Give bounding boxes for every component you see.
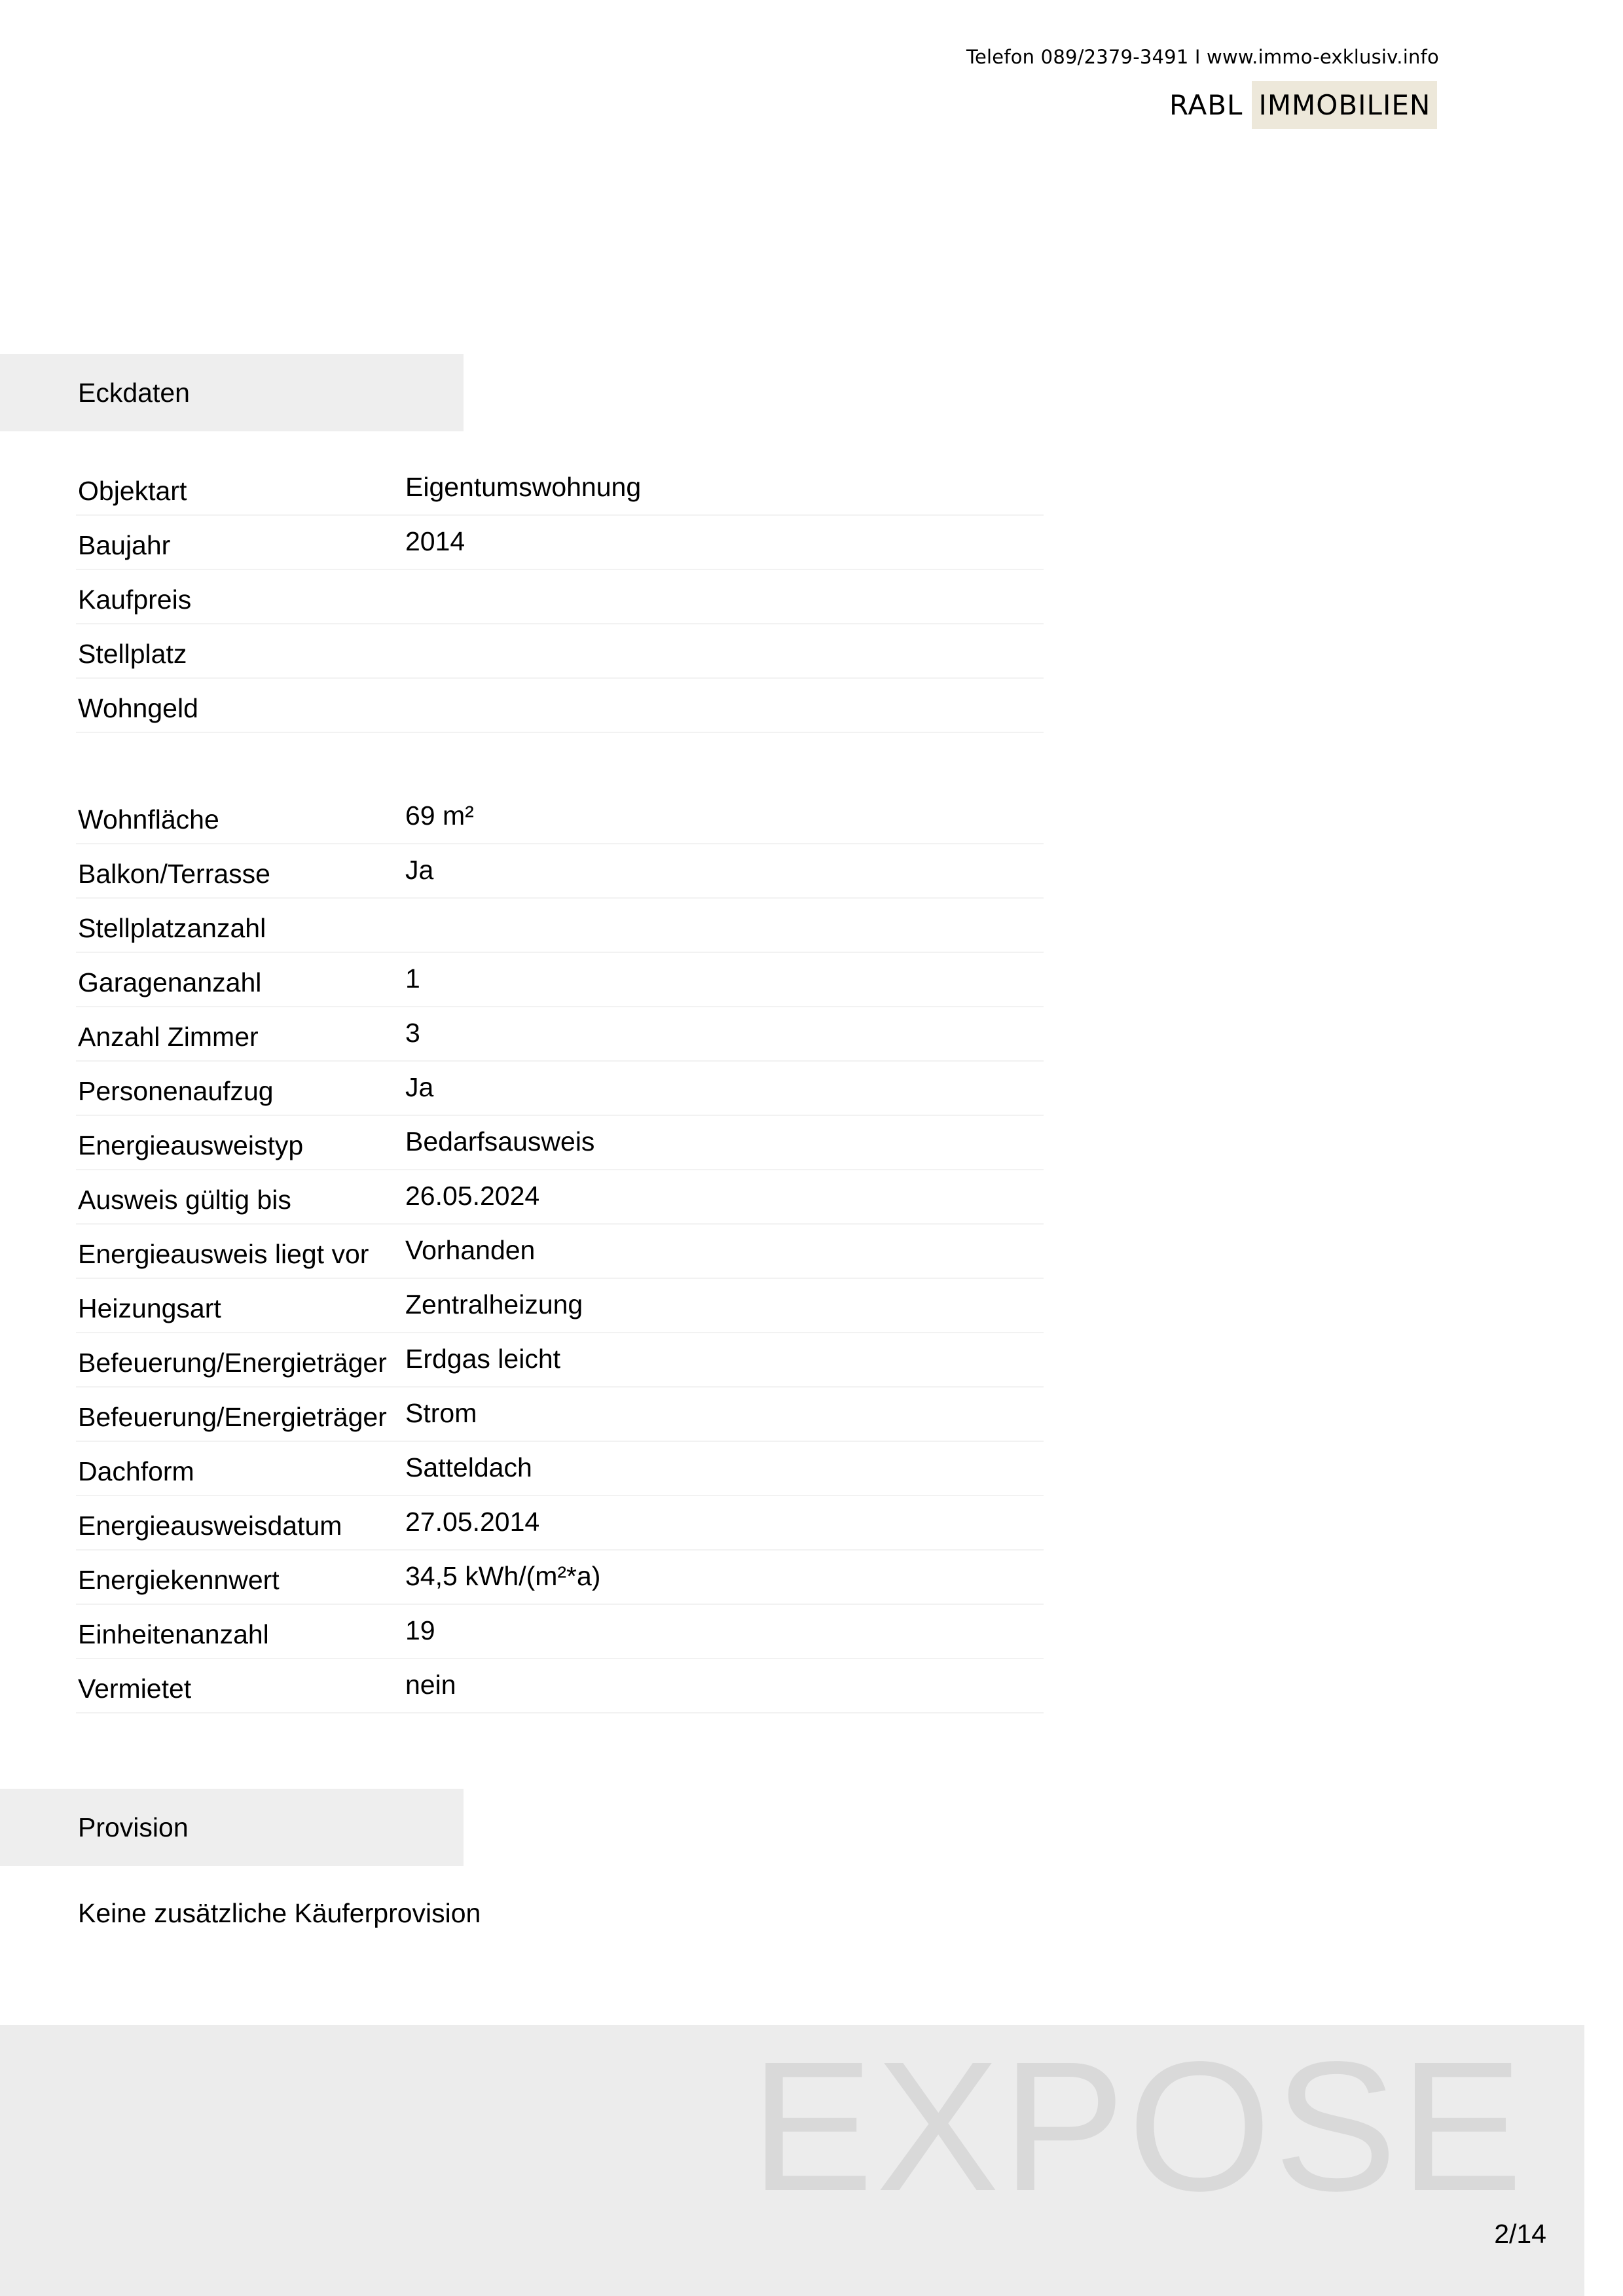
row-label: Befeuerung/Energieträger [78,1402,387,1432]
row-value: Ja [405,1072,434,1102]
footer [0,2025,1584,2296]
table-row [76,1496,1044,1551]
table-row [76,1388,1044,1442]
row-value: 19 [405,1615,435,1645]
row-label: Balkon/Terrasse [78,859,270,889]
row-value: 3 [405,1018,420,1048]
row-label: Energieausweisdatum [78,1511,342,1541]
table-row [76,790,1044,844]
eckdaten-table-1 [76,461,1044,733]
row-label: Wohnfläche [78,804,219,834]
table-row [76,1225,1044,1279]
row-label: Stellplatzanzahl [78,913,266,943]
table-row [76,1007,1044,1062]
row-value: 34,5 kWh/(m²*a) [405,1561,601,1591]
row-value: Satteldach [405,1452,532,1482]
logo-text-rabl: RABL [1169,88,1243,121]
row-label: Garagenanzahl [78,967,262,997]
page-number: 2/14 [1494,2219,1546,2249]
row-value: Eigentumswohnung [405,472,642,502]
row-value: Erdgas leicht [405,1344,561,1374]
row-label: Ausweis gültig bis [78,1185,291,1215]
row-label: Objektart [78,476,187,506]
table-row [76,953,1044,1007]
eckdaten-table-2 [76,790,1044,1713]
table-row [76,461,1044,516]
header-contact: Telefon 089/2379-3491 I www.immo-exklusiv.info [966,46,1439,68]
row-label: Heizungsart [78,1293,221,1323]
row-label: Personenaufzug [78,1076,274,1106]
row-label: Energieausweistyp [78,1130,304,1160]
row-label: Wohngeld [78,693,198,723]
row-value: nein [405,1670,456,1700]
row-value: 26.05.2024 [405,1181,540,1211]
table-row [76,1551,1044,1605]
row-value: 2014 [405,526,465,556]
table-row [76,1170,1044,1225]
row-value: Zentralheizung [405,1289,583,1319]
row-label: Befeuerung/Energieträger [78,1348,387,1378]
table-row [76,844,1044,899]
row-label: Anzahl Zimmer [78,1022,259,1052]
section-title: Eckdaten [78,377,190,408]
table-row [76,516,1044,570]
expose-watermark: EXPOSE [750,2023,1525,2229]
row-value: Strom [405,1398,477,1428]
row-value: 1 [405,963,420,994]
provision-text: Keine zusätzliche Käuferprovision [78,1898,481,1928]
row-label: Einheitenanzahl [78,1619,269,1649]
section-title: Provision [78,1812,189,1842]
table-row [76,1116,1044,1170]
row-value: 27.05.2014 [405,1507,540,1537]
table-row [76,1659,1044,1713]
table-row [76,1333,1044,1388]
row-label: Kaufpreis [78,584,192,615]
table-row [76,1605,1044,1659]
table-row [76,1442,1044,1496]
row-label: Vermietet [78,1674,192,1704]
table-row [76,1062,1044,1116]
row-value: Bedarfsausweis [405,1126,595,1157]
section-header-eckdaten [0,354,464,431]
table-row [76,624,1044,679]
company-logo [1169,81,1437,128]
table-row [76,570,1044,624]
row-value: Ja [405,855,434,885]
row-value: 69 m² [405,800,474,831]
table-row [76,1279,1044,1333]
row-label: Energieausweis liegt vor [78,1239,369,1269]
row-label: Baujahr [78,530,171,560]
row-label: Dachform [78,1456,194,1486]
table-row [76,899,1044,953]
section-header-provision [0,1789,464,1866]
table-row [76,679,1044,733]
row-label: Energiekennwert [78,1565,280,1595]
row-label: Stellplatz [78,639,187,669]
logo-text-immobilien: IMMOBILIEN [1252,81,1437,129]
row-value: Vorhanden [405,1235,536,1265]
